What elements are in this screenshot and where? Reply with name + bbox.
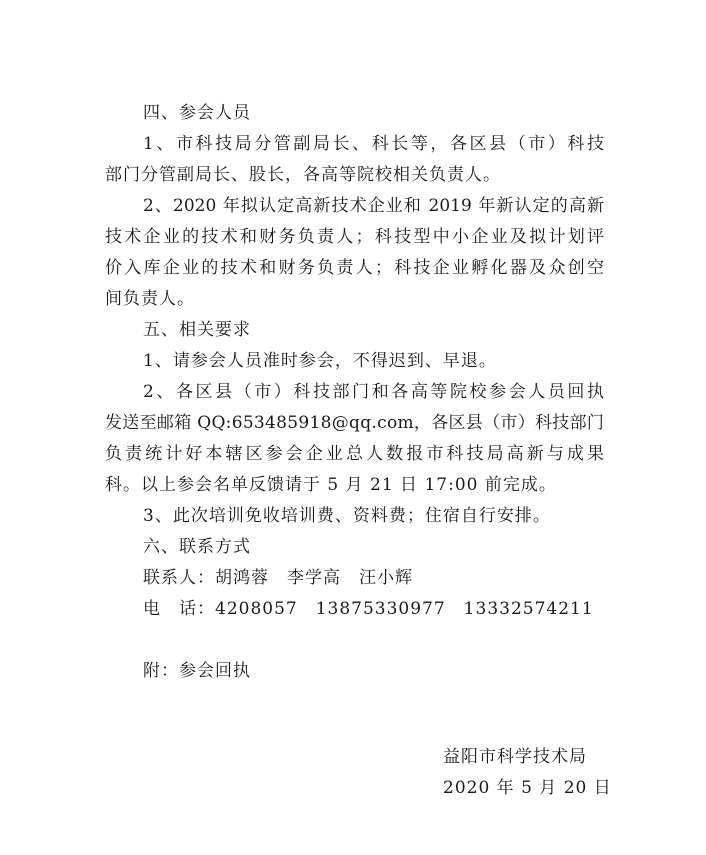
section5-item2-line2: 发送至邮箱 QQ:653485918@qq.com，各区县（市）科技部门 (105, 413, 605, 433)
issuing-organization: 益阳市科学技术局 (443, 747, 587, 767)
section4-item1-line2: 部门分管副局长、股长，各高等院校相关负责人。 (105, 165, 501, 185)
section5-item2-line3: 负责统计好本辖区参会企业总人数报市科技局高新与成果 (105, 444, 604, 464)
issue-date: 2020 年 5 月 20 日 (443, 778, 612, 798)
section4-heading: 四、参会人员 (143, 103, 251, 123)
section5-item3: 3、此次培训免收培训费、资料费；住宿自行安排。 (143, 506, 551, 526)
section5-item2-line4: 科。以上参会名单反馈请于 5 月 21 日 17:00 前完成。 (105, 475, 557, 495)
section4-item2-line1: 2、2020 年拟认定高新技术企业和 2019 年新认定的高新 (143, 196, 604, 216)
contact-persons: 联系人：胡鸿蓉 李学高 汪小辉 (143, 568, 413, 588)
section4-item2-line3: 价入库企业的技术和财务负责人；科技企业孵化器及众创空 (105, 258, 604, 278)
section6-heading: 六、联系方式 (143, 537, 251, 557)
attachment-note: 附：参会回执 (143, 661, 251, 681)
section4-item1-line1: 1、市科技局分管副局长、科长等，各区县（市）科技 (143, 134, 604, 154)
section5-item2-line1: 2、各区县（市）科技部门和各高等院校参会人员回执 (143, 382, 604, 402)
section4-item2-line2: 技术企业的技术和财务负责人；科技型中小企业及拟计划评 (105, 227, 604, 247)
section5-heading: 五、相关要求 (143, 320, 251, 340)
section4-item2-line4: 间负责人。 (105, 289, 195, 309)
contact-phones: 电 话：4208057 13875330977 13332574211 (143, 599, 594, 619)
section5-item1: 1、请参会人员准时参会，不得迟到、早退。 (143, 351, 497, 371)
